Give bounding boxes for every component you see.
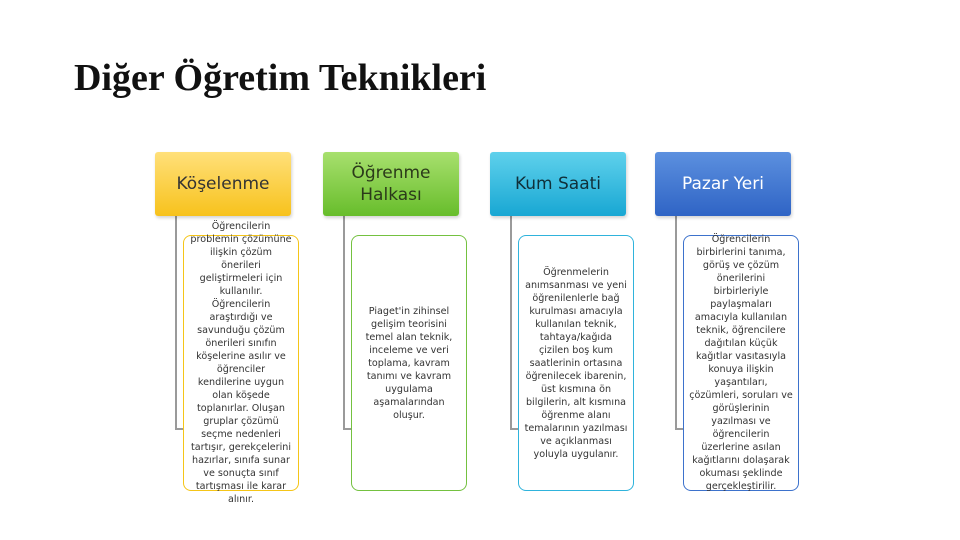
description-text: Piaget'in zihinsel gelişim teorisini temel alan teknik, inceleme ve veri toplama, kavram tanımı ve kavram uygulama aşamalarından oluşur. bbox=[365, 305, 453, 421]
column-kum-saati bbox=[490, 152, 640, 492]
description-text: Öğrenmelerin anımsanması ve yeni öğrenilenlerle bağ kurulması amacıyla kullanılan teknik, tahtaya/kağıda çizilen boş kum saatlerinin ortasına öğrenilecek ibarenin, üst kısmına ön bilgilerin, alt kısmına öğrenme alanı temalarının yazılması ve açıklanması yoluyla uygulanır. bbox=[524, 266, 628, 460]
column-pazar-yeri bbox=[655, 152, 805, 492]
description-text: Öğrencilerin birbirlerini tanıma, görüş ve çözüm önerilerini birbirleriyle paylaşmaları amacıyla kullanılan teknik, öğrencilere dağıtılan küçük kağıtlar vasıtasıyla konuya ilişkin yaşantıları, çözümleri, soruları ve görüşlerinin yazılması ve öğrencilerin üzerlerine asılan kağıtlarını dolaşarak okuması şeklinde gerçekleştirilir. bbox=[689, 234, 793, 492]
heading-ogrenme-halkasi bbox=[323, 152, 459, 216]
heading-pazar-yeri bbox=[655, 152, 791, 216]
description-box-koselenme bbox=[183, 221, 299, 505]
heading-label: Kum Saati bbox=[514, 174, 602, 194]
description-box-pazar-yeri bbox=[683, 235, 799, 491]
heading-kum-saati bbox=[490, 152, 626, 216]
heading-koselenme bbox=[155, 152, 291, 216]
description-box-kum-saati bbox=[518, 235, 634, 491]
description-text: Öğrencilerin problemin çözümüne ilişkin çözüm önerileri geliştirmeleri için kullanılır. Öğrencilerin araştırdığı ve savunduğu çözüm önerileri sınıfın köşelerine asılır ve öğrenciler kendilerine uygun olan köşede toplanırlar. Oluşan gruplar çözümü seçme nedenleri tartışır, gerekçelerini hazırlar, sınıfa sunar ve sonuçta sınıf tartışması ile karar alınır. bbox=[190, 221, 292, 505]
heading-label: Pazar Yeri bbox=[682, 174, 764, 194]
heading-label: Öğrenme Halkası bbox=[351, 163, 431, 205]
description-box-ogrenme-halkasi bbox=[351, 235, 467, 491]
page-title: Diğer Öğretim Teknikleri bbox=[74, 57, 487, 99]
column-ogrenme-halkasi bbox=[323, 152, 473, 492]
column-koselenme bbox=[155, 152, 305, 505]
heading-label: Köşelenme bbox=[176, 174, 270, 194]
